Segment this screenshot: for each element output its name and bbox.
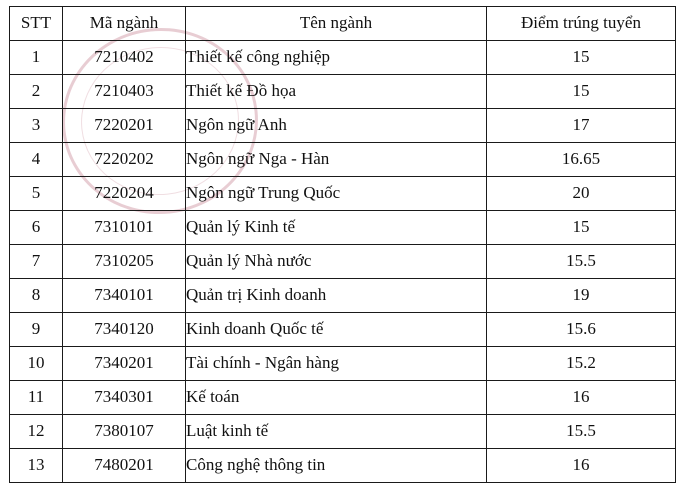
cell-score: 19 — [487, 279, 676, 313]
cell-stt: 9 — [10, 313, 63, 347]
table-row — [10, 109, 676, 143]
cell-score: 15.5 — [487, 245, 676, 279]
column-header-name: Tên ngành — [186, 7, 487, 41]
cell-score: 15 — [487, 211, 676, 245]
column-header-score: Điểm trúng tuyển — [487, 7, 676, 41]
table-row — [10, 211, 676, 245]
cell-name: Tài chính - Ngân hàng — [186, 347, 487, 381]
cell-name: Quản lý Kinh tế — [186, 211, 487, 245]
cell-code: 7340120 — [63, 313, 186, 347]
cell-stt: 1 — [10, 41, 63, 75]
cell-score: 15.6 — [487, 313, 676, 347]
cell-stt: 7 — [10, 245, 63, 279]
cell-code: 7220202 — [63, 143, 186, 177]
cell-stt: 4 — [10, 143, 63, 177]
cell-stt: 10 — [10, 347, 63, 381]
cell-stt: 8 — [10, 279, 63, 313]
cell-name: Luật kinh tế — [186, 415, 487, 449]
table-header-row — [10, 7, 676, 41]
column-header-code: Mã ngành — [63, 7, 186, 41]
table-row — [10, 313, 676, 347]
cell-name: Thiết kế Đồ họa — [186, 75, 487, 109]
table-header — [10, 7, 676, 41]
cell-stt: 5 — [10, 177, 63, 211]
cell-name: Ngôn ngữ Trung Quốc — [186, 177, 487, 211]
cell-code: 7340201 — [63, 347, 186, 381]
table-row — [10, 415, 676, 449]
cell-code: 7480201 — [63, 449, 186, 483]
cell-code: 7220204 — [63, 177, 186, 211]
cell-stt: 6 — [10, 211, 63, 245]
cell-score: 15.2 — [487, 347, 676, 381]
table-row — [10, 143, 676, 177]
cell-name: Thiết kế công nghiệp — [186, 41, 487, 75]
cell-name: Công nghệ thông tin — [186, 449, 487, 483]
cell-name: Kinh doanh Quốc tế — [186, 313, 487, 347]
cell-stt: 2 — [10, 75, 63, 109]
cell-score: 17 — [487, 109, 676, 143]
cell-code: 7310101 — [63, 211, 186, 245]
cell-score: 16 — [487, 381, 676, 415]
cell-code: 7340101 — [63, 279, 186, 313]
cell-score: 20 — [487, 177, 676, 211]
table-body — [10, 41, 676, 483]
cell-score: 15.5 — [487, 415, 676, 449]
cell-score: 16.65 — [487, 143, 676, 177]
cell-code: 7340301 — [63, 381, 186, 415]
table-row — [10, 381, 676, 415]
cell-score: 16 — [487, 449, 676, 483]
cell-name: Quản lý Nhà nước — [186, 245, 487, 279]
table-row — [10, 177, 676, 211]
cell-name: Ngôn ngữ Nga - Hàn — [186, 143, 487, 177]
table-row — [10, 347, 676, 381]
table-row — [10, 245, 676, 279]
cell-name: Kế toán — [186, 381, 487, 415]
cell-stt: 13 — [10, 449, 63, 483]
admission-scores-table — [9, 6, 676, 483]
cell-stt: 12 — [10, 415, 63, 449]
cell-stt: 3 — [10, 109, 63, 143]
cell-code: 7210402 — [63, 41, 186, 75]
cell-name: Quản trị Kinh doanh — [186, 279, 487, 313]
cell-code: 7220201 — [63, 109, 186, 143]
cell-stt: 11 — [10, 381, 63, 415]
column-header-stt: STT — [10, 7, 63, 41]
table-row — [10, 75, 676, 109]
table-row — [10, 279, 676, 313]
table-row — [10, 449, 676, 483]
cell-score: 15 — [487, 41, 676, 75]
cell-code: 7380107 — [63, 415, 186, 449]
cell-code: 7310205 — [63, 245, 186, 279]
table-row — [10, 41, 676, 75]
cell-score: 15 — [487, 75, 676, 109]
cell-name: Ngôn ngữ Anh — [186, 109, 487, 143]
cell-code: 7210403 — [63, 75, 186, 109]
